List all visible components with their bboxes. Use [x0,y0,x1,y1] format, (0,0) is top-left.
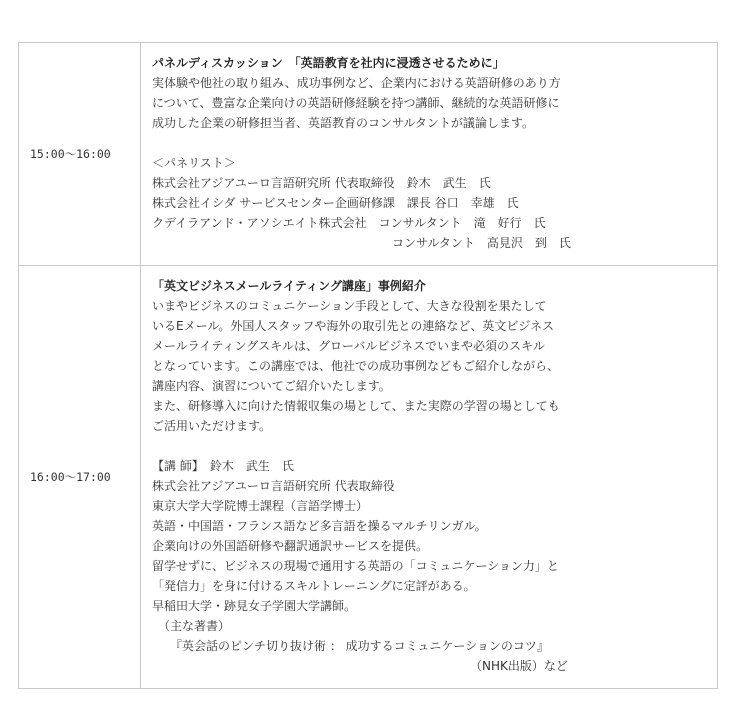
lecturer-bio-line: 株式会社アジアユーロ言語研究所 代表取締役 [152,479,395,493]
session-description-line: ご活用いただけます。 [152,419,272,433]
panelist-entry: 株式会社イシダ サービスセンター企画研修課 課長 谷口 幸雄 氏 [152,196,519,210]
session-description-line: について、豊富な企業向けの英語研修経験を持つ講師、継続的な英語研修に [152,96,560,110]
panelist-heading: ＜パネリスト＞ [152,156,236,170]
schedule-table [18,42,718,689]
spacer [152,133,717,153]
book-publisher: （NHK出版）など [470,659,568,673]
session-title: 「英文ビジネスメールライティング講座」事例紹介 [152,279,426,293]
session-description-line: いるEメール。外国人スタッフや海外の取引先との連絡など、英文ビジネス [152,319,555,333]
session-content [141,43,718,266]
lecturer-bio-line: 留学せずに、ビジネスの現場で通用する英語の「コミュニケーション力」と [152,559,559,573]
lecturer-name: 【講 師】 鈴木 武生 氏 [152,459,294,473]
book-title: 『英会話のピンチ切り抜け術 ： 成功するコミュニケーションのコツ』 [170,639,549,653]
session-description-line: いまやビジネスのコミュニケーション手段として、大きな役割を果たして [152,299,547,313]
lecturer-bio-line: 企業向けの外国語研修や翻訳通訳サービスを提供。 [152,539,429,553]
lecturer-bio-line: 「発信力」を身に付けるスキルトレーニングに定評がある。 [152,579,476,593]
panelist-entry: コンサルタント 高見沢 到 氏 [392,236,571,250]
session-description-line: となっています。この講座では、他社での成功事例などもご紹介しながら、 [152,359,560,373]
lecturer-bio-line: 英語・中国語・フランス語など多言語を操るマルチリンガル。 [152,519,487,533]
lecturer-bio-line: 東京大学大学院博士課程（言語学博士） [152,499,369,513]
session-description-line: 成功した企業の研修担当者、英語教育のコンサルタントが議論します。 [152,116,534,130]
books-heading: （主な著書） [158,619,231,633]
time-slot: 16:00～17:00 [19,266,141,689]
panelist-entry: 株式会社アジアユーロ言語研究所 代表取締役 鈴木 武生 氏 [152,176,491,190]
session-description-line: 実体験や他社の取り組み、成功事例など、企業内における英語研修のあり方 [152,76,561,90]
panelist-entry: クデイラアンド・アソシエイト株式会社 コンサルタント 滝 好行 氏 [152,216,546,230]
time-slot: 15:00～16:00 [19,43,141,266]
session-description-line: メールライティングスキルは、グローバルビジネスでいまや必須のスキル [152,339,545,353]
session-title: パネルディスカッション 「英語教育を社内に浸透させるために」 [152,56,505,70]
session-description-line: 講座内容、演習についてご紹介いたします。 [152,379,391,393]
table-row [19,43,718,266]
spacer [152,436,717,456]
session-content [141,266,718,689]
lecturer-bio-line: 早稲田大学・跡見女子学園大学講師。 [152,599,357,613]
session-description-line: また、研修導入に向けた情報収集の場として、また実際の学習の場としても [152,399,560,413]
table-row [19,266,718,689]
